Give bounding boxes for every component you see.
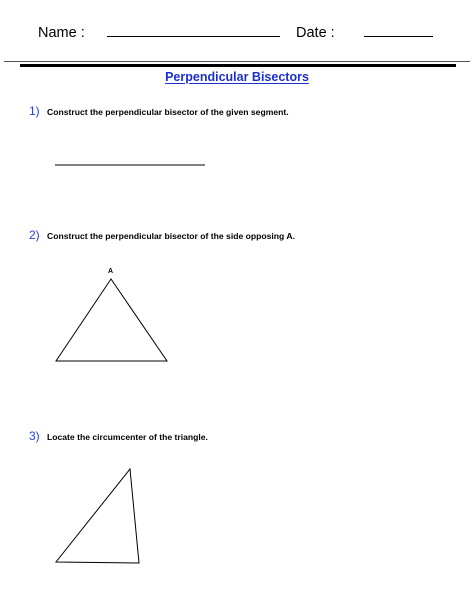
question-2-number: 2) [29, 228, 40, 242]
date-field[interactable] [364, 36, 433, 37]
question-1-text: Construct the perpendicular bisector of the given segment. [47, 107, 289, 117]
question-2-text: Construct the perpendicular bisector of the side opposing A. [47, 231, 295, 241]
name-label: Name : [38, 25, 85, 41]
question-3-text: Locate the circumcenter of the triangle. [47, 432, 208, 442]
header-divider-thin [4, 61, 470, 62]
date-label: Date : [296, 25, 335, 41]
header-divider-thick [20, 64, 456, 67]
question-3-number: 3) [29, 429, 40, 443]
triangle-circumcenter [56, 469, 139, 563]
triangle-a [56, 279, 167, 361]
name-field[interactable] [107, 36, 280, 37]
vertex-a-label: A [108, 268, 114, 275]
question-1-number: 1) [29, 104, 40, 118]
worksheet-title: Perpendicular Bisectors [165, 70, 309, 84]
